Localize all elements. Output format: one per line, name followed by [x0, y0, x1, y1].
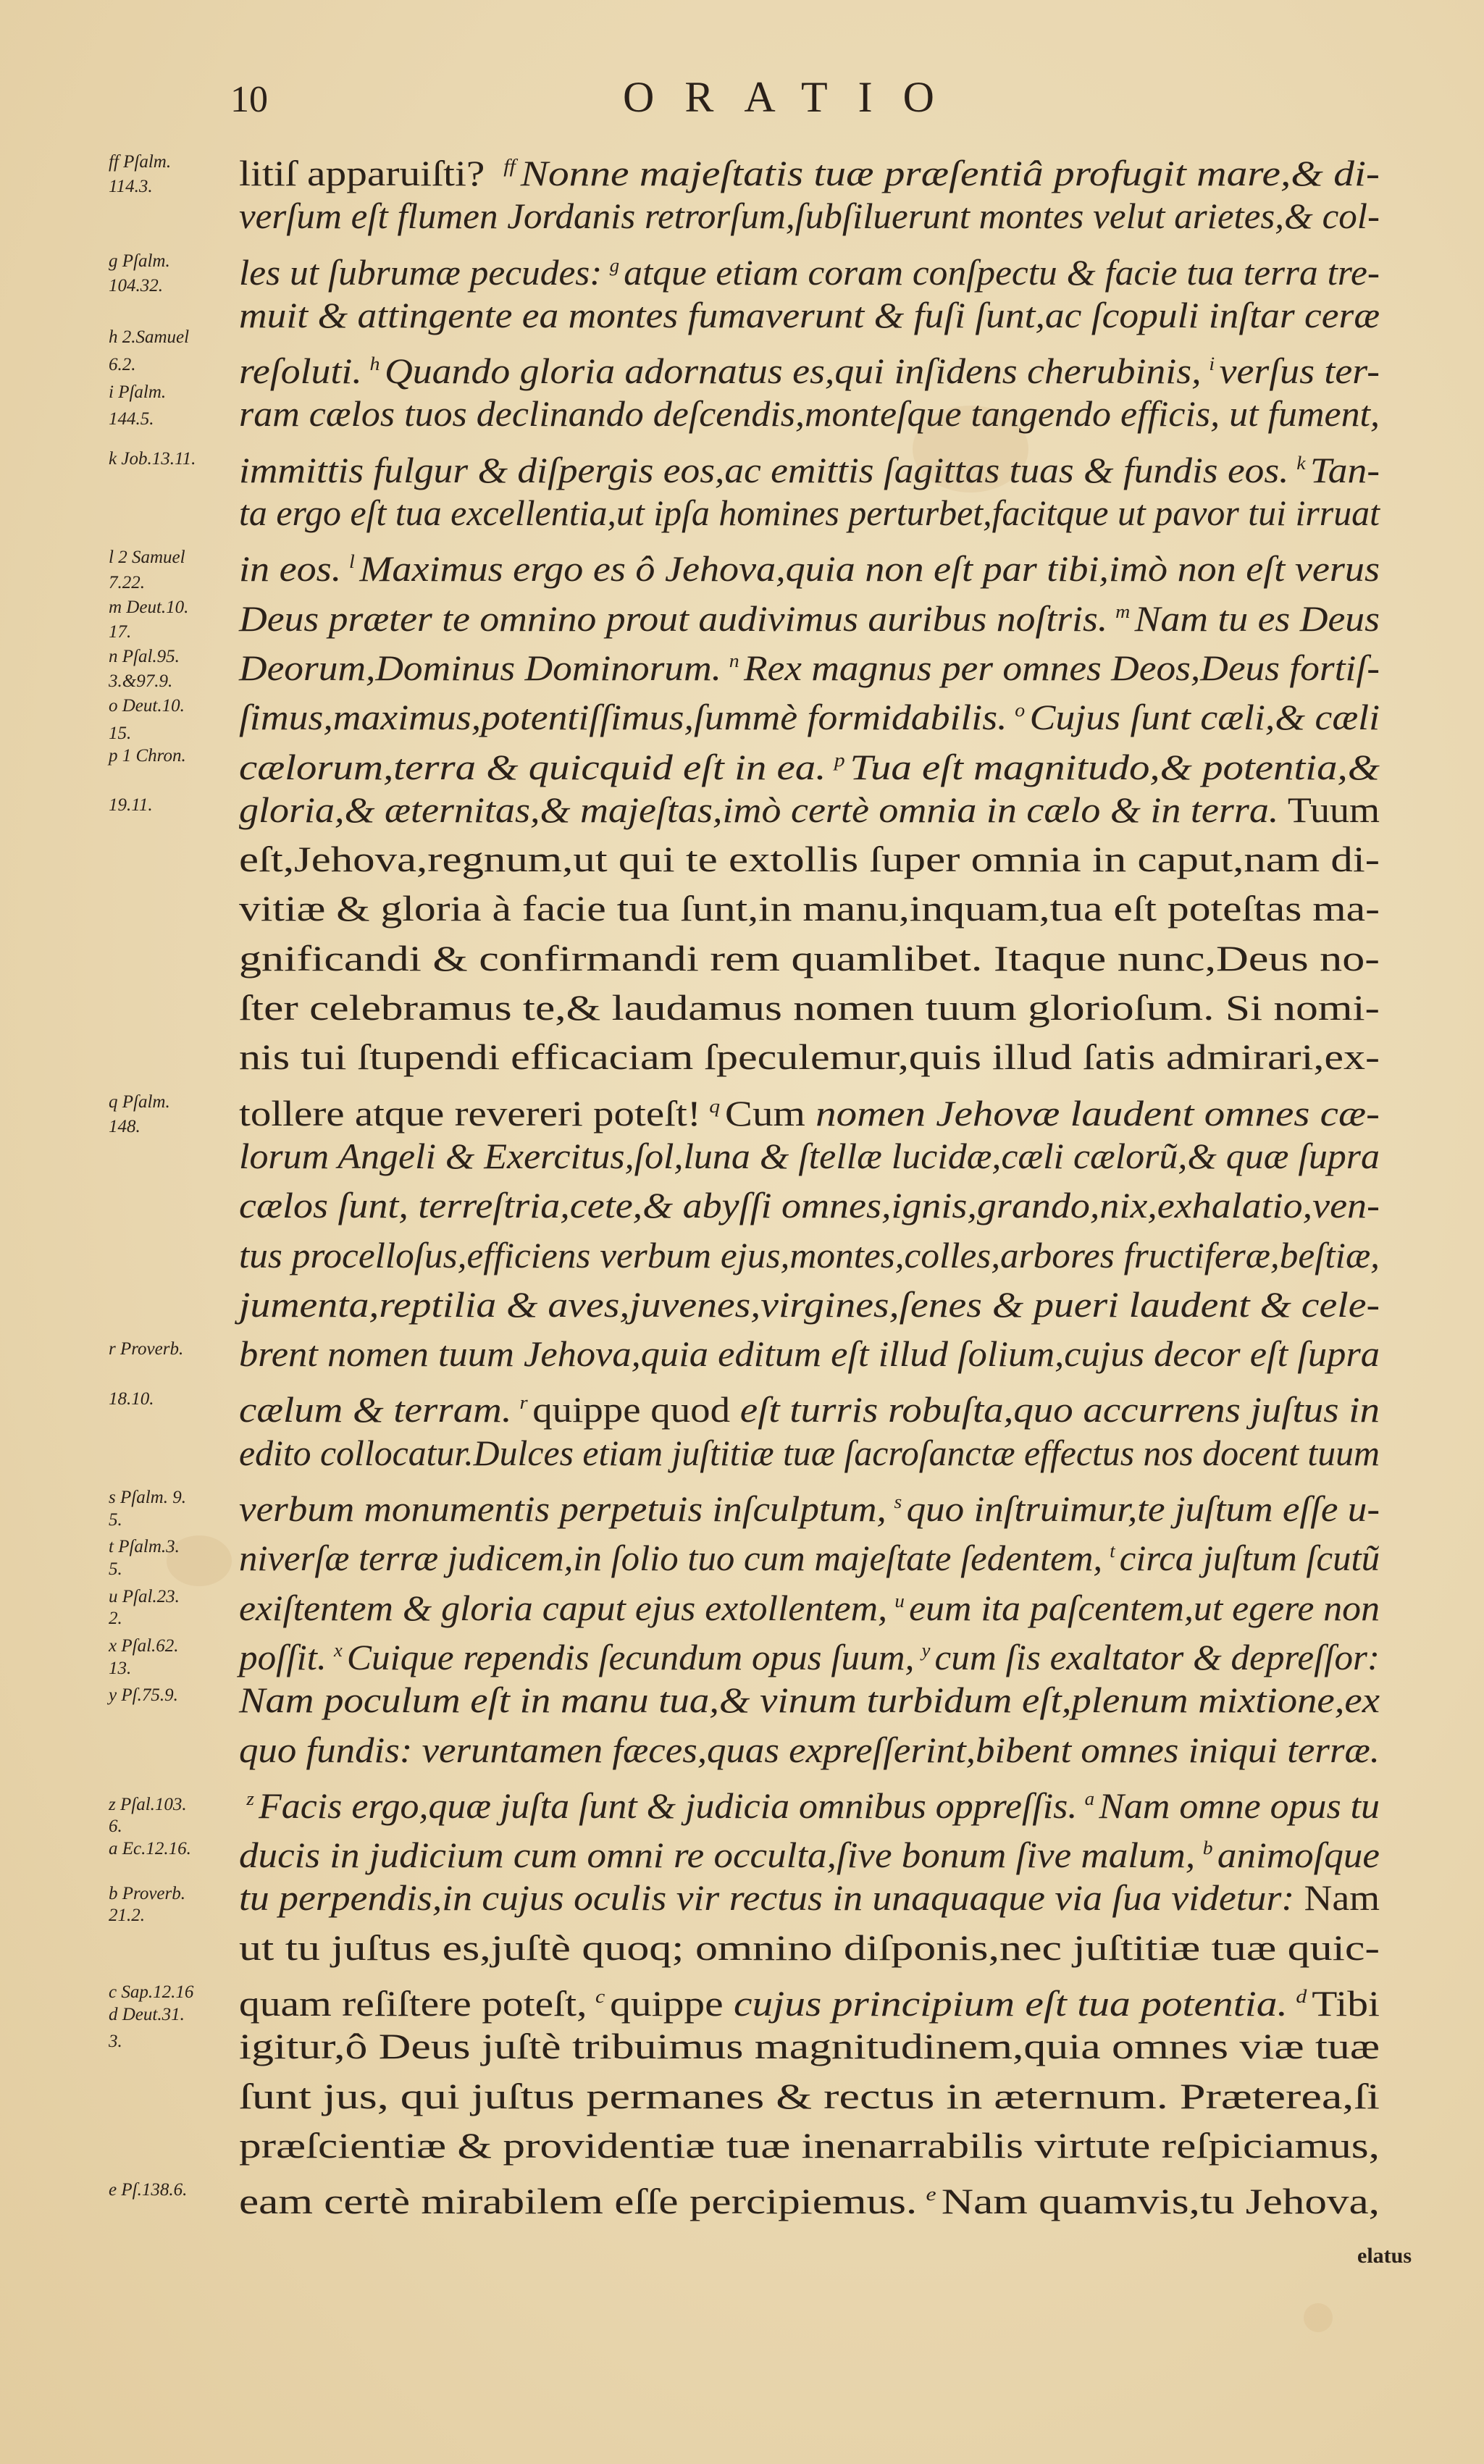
- text-line-content: [239, 1032, 1380, 1081]
- italic-text: cælorum,terra & quicquid eſt in ea.: [239, 746, 826, 787]
- text-line-content: [239, 1725, 1380, 1774]
- text-line: [239, 389, 1380, 438]
- roman-text: eſt,Jehova,regnum,ut qui te extollis ſuper omnia in caput,nam di-: [239, 839, 1380, 880]
- text-line: [239, 934, 1380, 983]
- italic-text: circa juſtum ſcutũ: [1119, 1538, 1380, 1579]
- text-line: [239, 1873, 1380, 1922]
- margin-note: m Deut.10.: [109, 597, 189, 617]
- italic-text: Cuique rependis ſecundum opus ſuum,: [346, 1636, 915, 1677]
- italic-text: immittis fulgur & diſpergis eos,ac emittis ſagittas tuas & fundis eos.: [239, 449, 1289, 490]
- italic-text: ducis in judicium cum omni re occulta,ſive bonum ſive malum,: [239, 1835, 1196, 1876]
- italic-text: Nam tu es Deus: [1134, 598, 1380, 639]
- text-line-content: [239, 785, 1380, 834]
- footnote-marker: o: [1015, 700, 1026, 721]
- italic-text: tu perpendis,in cujus oculis vir rectus in unaquaque via ſua videtur:: [239, 1877, 1295, 1919]
- margin-note: 17.: [109, 621, 132, 642]
- text-line-content: [239, 934, 1380, 983]
- text-line-content: [239, 1774, 1380, 1830]
- margin-note: 15.: [109, 723, 132, 743]
- margin-note: 6.: [109, 1816, 122, 1837]
- italic-text: verbum monumentis perpetuis inſculptum,: [239, 1488, 886, 1530]
- body-text: [239, 142, 1380, 2222]
- text-line: [239, 637, 1380, 686]
- footnote-marker: a: [1084, 1788, 1095, 1809]
- italic-text: animoſque: [1217, 1835, 1380, 1876]
- margin-note: 5.: [109, 1559, 122, 1580]
- footnote-marker: z: [246, 1788, 254, 1809]
- page-number: 10: [230, 79, 268, 120]
- footnote-marker: h: [369, 353, 380, 375]
- footnote-marker: m: [1115, 600, 1131, 622]
- italic-text: muit & attingente ea montes fumaverunt & fuſi ſunt,ac ſcopuli inſtar ceræ: [239, 294, 1380, 335]
- text-line: [239, 1675, 1380, 1725]
- italic-text: cælos ſunt, terreſtria,cete,& abyſſi omnes,ignis,grando,nix,exhalatio,ven-: [239, 1185, 1380, 1226]
- text-line-content: [239, 1478, 1380, 1533]
- italic-text: Rex magnus per omnes Deos,Deus fortiſ-: [743, 647, 1380, 688]
- footnote-marker: g: [609, 254, 620, 276]
- italic-text: poſſit.: [239, 1636, 327, 1677]
- italic-text: cujus principium eſt tua potentia.: [734, 1982, 1288, 2024]
- margin-note: 114.3.: [109, 177, 153, 197]
- margin-note: k Job.13.11.: [109, 448, 196, 469]
- text-line: [239, 1131, 1380, 1181]
- text-line-content: [239, 241, 1380, 297]
- text-line: [239, 1577, 1380, 1626]
- text-line: [239, 2170, 1380, 2222]
- italic-text: edito collocatur.Dulces etiam juſtitiæ tuæ ſacroſanctæ effectus nos docent tuum: [239, 1432, 1380, 1473]
- roman-text: ſunt jus, qui juſtus permanes & rectus in æternum. Præterea,ſi: [239, 2075, 1380, 2116]
- roman-text: Nam: [1294, 1877, 1380, 1919]
- text-line-content: [239, 1577, 1380, 1633]
- text-line: [239, 1181, 1380, 1230]
- footnote-marker: p: [834, 749, 845, 771]
- text-line: [239, 983, 1380, 1032]
- text-line: [239, 884, 1380, 933]
- text-line: [239, 1626, 1380, 1675]
- text-line-content: [239, 2170, 1380, 2226]
- footnote-marker: t: [1110, 1541, 1115, 1562]
- roman-text: ſter celebramus te,& laudamus nomen tuum glorioſum. Si nomi-: [239, 987, 1380, 1028]
- footnote-marker: d: [1296, 1985, 1307, 2007]
- italic-text: quo fundis: veruntamen fæces,quas expreſſerint,bibent omnes iniqui terræ.: [239, 1729, 1380, 1770]
- margin-note: 6.2.: [109, 355, 136, 375]
- footnote-marker: s: [894, 1491, 902, 1513]
- italic-text: eſt turris robuſta,quo accurrens juſtus in: [739, 1389, 1380, 1430]
- roman-text: quippe: [610, 1982, 734, 2024]
- footnote-marker: k: [1296, 452, 1306, 474]
- roman-text: vitiæ & gloria à facie tua ſunt,in manu,inquam,tua eſt poteſtas ma-: [239, 888, 1380, 929]
- italic-text: Maximus ergo es ô Jehova,quia non eſt par tibi,imò non eſt verus: [359, 548, 1380, 590]
- text-line: [239, 1378, 1380, 1428]
- italic-text: quo inſtruimur,te juſtum eſſe u-: [906, 1488, 1380, 1530]
- footnote-marker: i: [1209, 353, 1215, 375]
- roman-text: eam certè mirabilem eſſe percipiemus.: [239, 2181, 918, 2222]
- text-line-content: [239, 1675, 1380, 1725]
- text-line-content: [239, 834, 1380, 884]
- footnote-marker: y: [921, 1639, 931, 1661]
- text-line: [239, 1082, 1380, 1131]
- text-line: [239, 241, 1380, 293]
- text-line: [239, 191, 1380, 240]
- margin-note: ff Pſalm.: [109, 152, 172, 172]
- footnote-marker: r: [519, 1392, 528, 1414]
- text-line-content: [239, 1527, 1380, 1583]
- italic-text: verſus ter-: [1219, 351, 1380, 392]
- text-line-content: [239, 1873, 1380, 1922]
- margin-note: p 1 Chron.: [109, 745, 186, 766]
- margin-note: d Deut.31.: [109, 2004, 185, 2024]
- text-line: [239, 1478, 1380, 1530]
- footnote-marker: l: [349, 551, 355, 573]
- text-line: [239, 340, 1380, 392]
- italic-text: ſimus,maximus,potentiſſimus,ſummè formidabilis.: [239, 697, 1007, 738]
- text-line: [239, 537, 1380, 590]
- roman-text: litiſ apparuiſti?: [239, 153, 495, 193]
- italic-text: gloria,& æternitas,& majeſtas,imò certè omnia in cælo & in terra.: [239, 789, 1279, 830]
- text-line-content: [239, 1082, 1380, 1138]
- text-line-content: [239, 191, 1380, 240]
- text-line: [239, 1725, 1380, 1774]
- italic-text: verſum eſt flumen Jordanis retrorſum,ſubſiluerunt montes velut arietes,& col-: [239, 196, 1380, 237]
- text-line: [239, 1527, 1380, 1579]
- text-line-content: [239, 2021, 1380, 2071]
- text-line: [239, 290, 1380, 340]
- text-line: [239, 1824, 1380, 1876]
- margin-note: 5.: [109, 1509, 122, 1530]
- italic-text: ram cælos tuos declinando deſcendis,monteſque tangendo efficis, ut fument,: [239, 393, 1380, 435]
- text-line: [239, 785, 1380, 834]
- italic-text: Facis ergo,quæ juſta ſunt & judicia omnibus oppreſſis.: [259, 1785, 1078, 1826]
- margin-note: c Sap.12.16: [109, 1982, 194, 2003]
- italic-text: Nam omne opus tu: [1099, 1785, 1380, 1826]
- text-line-content: [239, 439, 1380, 495]
- italic-text: Deus præter te omnino prout audivimus auribus noſtris.: [239, 598, 1108, 639]
- margin-note: z Pſal.103.: [109, 1794, 187, 1814]
- text-line: [239, 587, 1380, 637]
- italic-text: Tan-: [1309, 449, 1380, 490]
- italic-text: Cujus ſunt cæli,& cæli: [1029, 697, 1380, 738]
- text-line-content: [239, 1824, 1380, 1880]
- text-line: [239, 142, 1380, 191]
- italic-text: niverſæ terræ judicem,in ſolio tuo cum majeſtate ſedentem,: [239, 1538, 1103, 1579]
- footnote-marker: c: [595, 1985, 605, 2007]
- text-line-content: [239, 1329, 1380, 1378]
- running-title: ORATIO: [623, 73, 965, 121]
- italic-text: les ut ſubrumæ pecudes:: [239, 251, 603, 293]
- roman-text: Tuum: [1278, 789, 1380, 830]
- text-line: [239, 1329, 1380, 1378]
- text-line-content: [239, 1626, 1380, 1682]
- italic-text: Nonne majeſtatis tuæ præſentiâ profugit mare,& di-: [520, 153, 1380, 193]
- italic-text: cælum & terram.: [239, 1389, 512, 1430]
- text-line: [239, 2121, 1380, 2170]
- roman-text: Cum: [724, 1092, 816, 1133]
- roman-text: quippe quod: [532, 1389, 740, 1430]
- text-line: [239, 488, 1380, 537]
- catchword: elatus: [1357, 2244, 1412, 2268]
- text-line-content: [239, 1181, 1380, 1230]
- margin-note: 18.10.: [109, 1388, 154, 1409]
- italic-text: eum ita paſcentem,ut egere non: [909, 1587, 1380, 1628]
- margin-note: t Pſalm.3.: [109, 1537, 180, 1557]
- text-line: [239, 2021, 1380, 2071]
- text-line: [239, 1774, 1380, 1824]
- text-line: [239, 1032, 1380, 1081]
- text-line-content: [239, 1131, 1380, 1181]
- text-line: [239, 1972, 1380, 2024]
- margin-note: 2.: [109, 1609, 122, 1629]
- text-line-content: [239, 142, 1380, 198]
- italic-text: Deorum,Dominus Dominorum.: [239, 647, 722, 688]
- text-line: [239, 686, 1380, 738]
- text-line: [239, 1231, 1380, 1280]
- margin-note: 3.: [109, 2032, 122, 2052]
- margin-note: g Pſalm.: [109, 251, 170, 271]
- text-line: [239, 736, 1380, 785]
- text-line-content: [239, 1923, 1380, 1972]
- text-line: [239, 834, 1380, 884]
- page-header: [0, 72, 1484, 123]
- text-line: [239, 1428, 1380, 1478]
- roman-text: Tibi: [1312, 1982, 1380, 2024]
- text-line-content: [239, 1280, 1380, 1329]
- margin-note: 3.&97.9.: [109, 671, 173, 692]
- italic-text: Quando gloria adornatus es,qui inſidens cherubinis,: [384, 351, 1202, 392]
- text-line-content: [239, 290, 1380, 340]
- italic-text: brent nomen tuum Jehova,quia editum eſt illud ſolium,cujus decor eſt ſupra: [239, 1333, 1380, 1375]
- italic-text: ta ergo eſt tua excellentia,ut ipſa homines perturbet,facitque ut pavor tui irruat: [239, 493, 1380, 534]
- italic-text: tus procelloſus,efficiens verbum ejus,montes,colles,arbores fructiferæ,beſtiæ,: [239, 1234, 1380, 1275]
- text-line-content: [239, 2121, 1380, 2170]
- margin-note: b Proverb.: [109, 1883, 185, 1903]
- footnote-marker: n: [729, 650, 739, 671]
- text-line: [239, 439, 1380, 488]
- text-line-content: [239, 1972, 1380, 2028]
- italic-text: atque etiam coram conſpectu & facie tua terra tre-: [624, 251, 1380, 293]
- margin-note: 104.32.: [109, 275, 163, 296]
- margin-note: l 2 Samuel: [109, 548, 185, 568]
- margin-note: r Proverb.: [109, 1339, 184, 1359]
- margin-note: h 2.Samuel: [109, 327, 190, 348]
- italic-text: jumenta,reptilia & aves,juvenes,virgines,ſenes & pueri laudent & cele-: [239, 1283, 1380, 1325]
- footnote-marker: e: [926, 2184, 936, 2205]
- footnote-marker: u: [894, 1590, 905, 1612]
- text-line-content: [239, 340, 1380, 395]
- italic-text: reſoluti.: [239, 351, 362, 392]
- margin-note: q Pſalm.: [109, 1091, 170, 1112]
- margin-note: s Pſalm. 9.: [109, 1488, 186, 1508]
- footnote-marker: x: [333, 1639, 343, 1661]
- margin-note: 148.: [109, 1116, 141, 1136]
- roman-text: tollere atque revereri poteſt!: [239, 1092, 701, 1133]
- margin-note: 144.5.: [109, 409, 154, 429]
- italic-text: lorum Angeli & Exercitus,ſol,luna & ſtellæ lucidæ,cæli cælorũ,& quæ ſupra: [239, 1135, 1380, 1176]
- roman-text: præſcientiæ & providentiæ tuæ inenarrabilis virtute reſpiciamus,: [239, 2124, 1380, 2166]
- italic-text: Tua eſt magnitudo,& potentia,&: [850, 746, 1380, 787]
- roman-text: igitur,ô Deus juſtè tribuimus magnitudinem,quia omnes viæ tuæ: [239, 2026, 1380, 2067]
- footnote-marker: ff: [503, 156, 516, 177]
- roman-text: nis tui ſtupendi efficaciam ſpeculemur,quis illud ſatis admirari,ex-: [239, 1036, 1380, 1078]
- margin-note: x Pſal.62.: [109, 1636, 179, 1656]
- margin-note: n Pſal.95.: [109, 647, 180, 666]
- text-line-content: [239, 686, 1380, 742]
- margin-note: u Pſal.23.: [109, 1586, 180, 1606]
- text-line-content: [239, 884, 1380, 933]
- text-line-content: [239, 389, 1380, 438]
- text-line-content: [239, 637, 1380, 692]
- text-line: [239, 1280, 1380, 1329]
- margin-note: 21.2.: [109, 1906, 145, 1926]
- italic-text: exiſtentem & gloria caput ejus extollentem,: [239, 1587, 888, 1628]
- text-line-content: [239, 2071, 1380, 2121]
- text-line-content: [239, 1378, 1380, 1434]
- roman-text: gnificandi & confirmandi rem quamlibet. Itaque nunc,Deus no-: [239, 937, 1380, 979]
- text-line-content: [239, 488, 1380, 537]
- text-line-content: [239, 587, 1380, 643]
- margin-note: a Ec.12.16.: [109, 1839, 191, 1859]
- roman-text: quam reſiſtere poteſt,: [239, 1982, 587, 2024]
- margin-note: e Pſ.138.6.: [109, 2180, 188, 2200]
- margin-note: o Deut.10.: [109, 696, 185, 716]
- margin-note: 7.22.: [109, 572, 145, 592]
- italic-text: cum ſis exaltator & depreſſor:: [934, 1636, 1380, 1677]
- margin-note: y Pſ.75.9.: [109, 1685, 178, 1706]
- margin-note: 13.: [109, 1658, 132, 1678]
- margin-note: i Pſalm.: [109, 382, 167, 402]
- roman-text: ut tu juſtus es,juſtè quoq; omnino diſponis,nec juſtitiæ tuæ quic-: [239, 1927, 1380, 1968]
- italic-text: nomen Jehovæ laudent omnes cæ-: [816, 1092, 1380, 1133]
- footnote-marker: q: [709, 1095, 721, 1117]
- paper-stain: [1304, 2303, 1333, 2332]
- footnote-marker: b: [1202, 1837, 1213, 1859]
- roman-text: Nam quamvis,tu Jehova,: [941, 2181, 1380, 2222]
- text-line-content: [239, 983, 1380, 1032]
- italic-text: Nam poculum eſt in manu tua,& vinum turbidum eſt,plenum mixtione,ex: [239, 1680, 1380, 1721]
- text-line: [239, 2071, 1380, 2121]
- text-line-content: [239, 537, 1380, 593]
- italic-text: in eos.: [239, 548, 342, 590]
- text-line-content: [239, 1231, 1380, 1280]
- text-line: [239, 1923, 1380, 1972]
- text-line-content: [239, 736, 1380, 792]
- text-line-content: [239, 1428, 1380, 1478]
- margin-note: 19.11.: [109, 795, 153, 815]
